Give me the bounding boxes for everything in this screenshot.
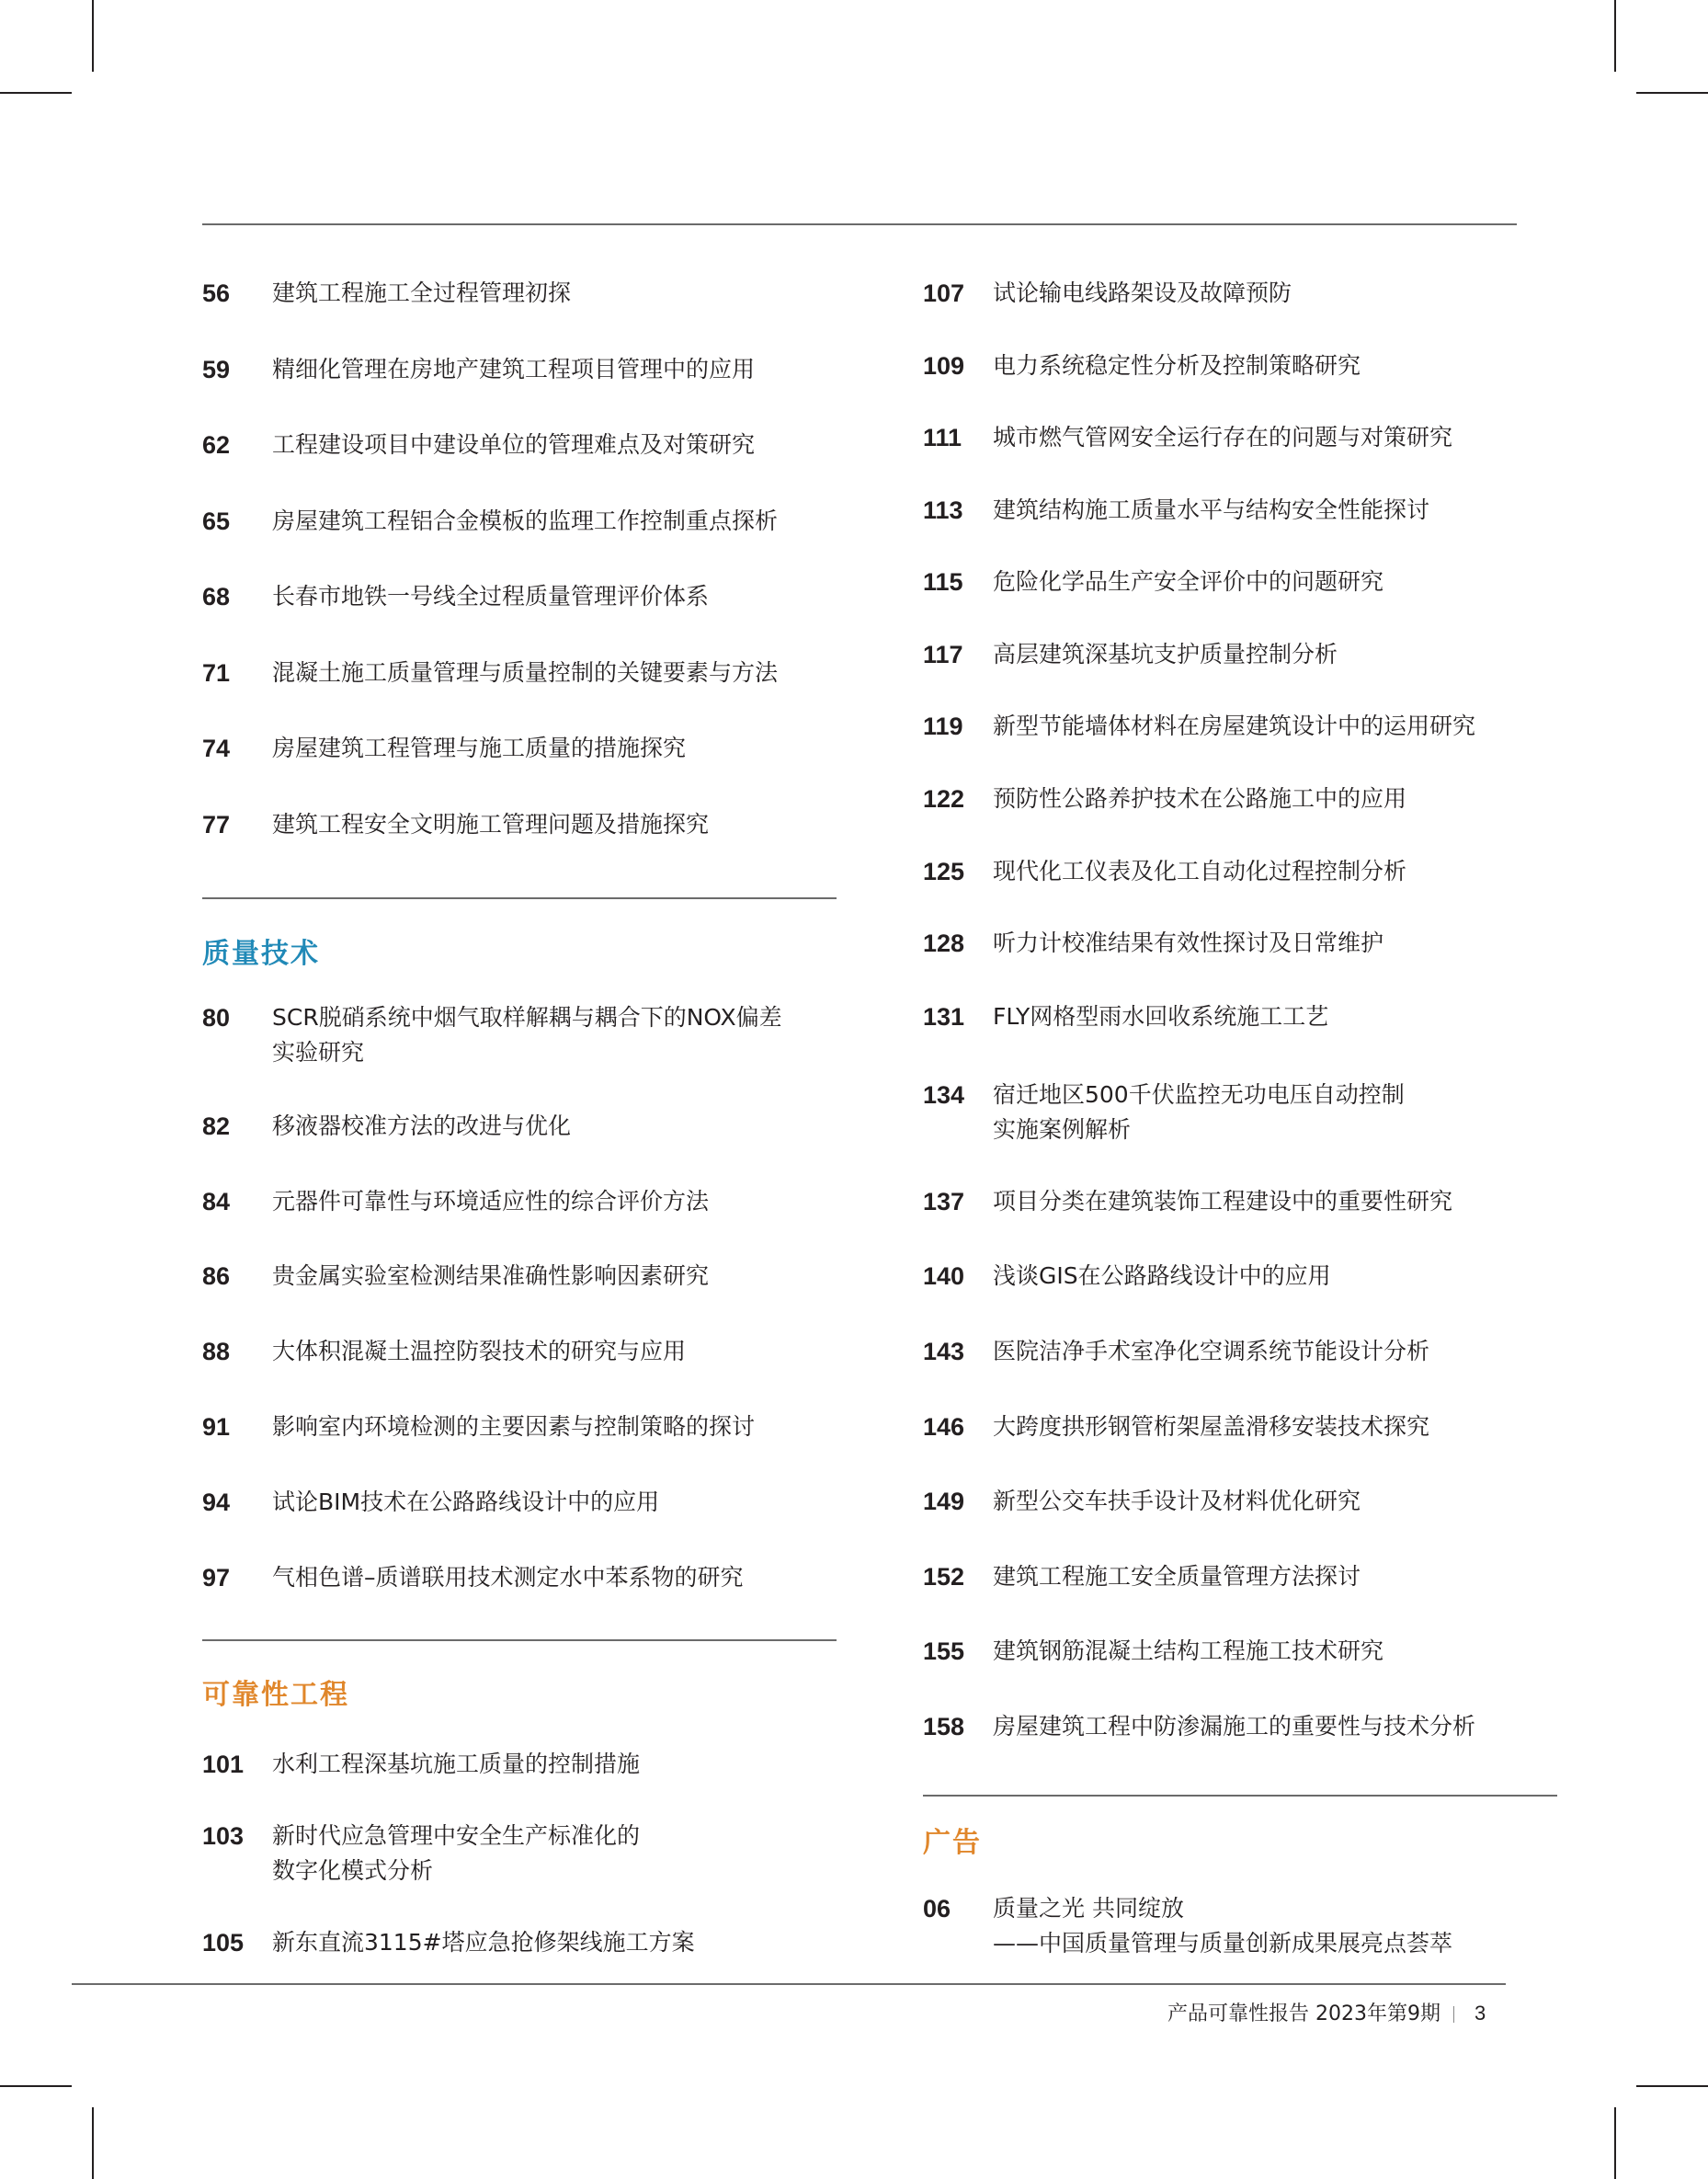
toc-page-number: 74 (202, 735, 231, 762)
toc-page-number: 77 (202, 811, 231, 839)
toc-entry[interactable] (202, 1109, 571, 1144)
toc-title: 长春市地铁一号线全过程质量管理评价体系 (272, 583, 710, 610)
toc-right-column (923, 0, 1566, 1986)
toc-entry[interactable] (202, 1409, 755, 1444)
toc-entry[interactable] (923, 1334, 1429, 1369)
toc-title: 危险化学品生产安全评价中的问题研究 (993, 568, 1384, 595)
toc-page-number: 134 (923, 1081, 965, 1109)
toc-title: SCR脱硝系统中烟气取样解耦与耦合下的NOX偏差 实验研究 (272, 1004, 782, 1066)
toc-entry[interactable] (923, 1184, 1452, 1219)
toc-page-number: 155 (923, 1637, 965, 1665)
toc-entry[interactable] (202, 1560, 744, 1595)
toc-title: 医院洁净手术室净化空调系统节能设计分析 (993, 1338, 1430, 1364)
toc-entry[interactable] (923, 1484, 1361, 1519)
toc-entry[interactable] (202, 731, 686, 766)
toc-title: 建筑结构施工质量水平与结构安全性能探讨 (993, 496, 1430, 523)
toc-page-number: 128 (923, 930, 965, 957)
toc-page-number: 91 (202, 1413, 231, 1441)
toc-entry[interactable] (202, 352, 755, 387)
toc-page-number: 06 (923, 1895, 951, 1922)
crop-mark (92, 0, 94, 72)
toc-title: 建筑工程安全文明施工管理问题及措施探究 (272, 811, 710, 838)
toc-page-number: 125 (923, 858, 965, 885)
toc-entry[interactable] (202, 276, 571, 311)
toc-page-number: 94 (202, 1489, 231, 1516)
toc-entry[interactable] (202, 579, 709, 614)
crop-mark (0, 2085, 72, 2087)
crop-mark (1614, 0, 1616, 72)
crop-mark (1636, 2085, 1708, 2087)
toc-page-number: 158 (923, 1713, 965, 1740)
toc-entry[interactable] (923, 999, 1328, 1034)
toc-entry[interactable] (923, 1259, 1331, 1294)
toc-page-number: 103 (202, 1822, 245, 1850)
toc-page-number: 62 (202, 431, 231, 459)
toc-page-number: 111 (923, 424, 962, 451)
toc-entry[interactable] (923, 1409, 1429, 1444)
toc-title: 城市燃气管网安全运行存在的问题与对策研究 (993, 424, 1453, 451)
toc-entry[interactable] (202, 504, 778, 539)
toc-page-number: 107 (923, 280, 965, 307)
toc-entry[interactable] (923, 420, 1452, 455)
toc-title: 浅谈GIS在公路路线设计中的应用 (993, 1262, 1331, 1289)
toc-title: 新东直流3115#塔应急抢修架线施工方案 (272, 1929, 695, 1956)
toc-entry[interactable] (202, 1184, 709, 1219)
toc-page-number: 149 (923, 1488, 965, 1515)
toc-page-number: 122 (923, 785, 965, 813)
toc-entry[interactable] (923, 1891, 1452, 1961)
toc-page-number: 82 (202, 1112, 231, 1140)
toc-page-number: 97 (202, 1564, 231, 1591)
crop-mark (0, 92, 72, 94)
toc-page-number: 59 (202, 356, 231, 383)
toc-title: 大体积混凝土温控防裂技术的研究与应用 (272, 1338, 687, 1364)
toc-entry[interactable] (923, 1559, 1361, 1594)
toc-entry[interactable] (923, 637, 1338, 672)
toc-entry[interactable] (202, 1925, 695, 1960)
toc-entry[interactable] (202, 1485, 659, 1520)
toc-title: 质量之光 共同绽放 ——中国质量管理与质量创新成果展亮点荟萃 (993, 1895, 1453, 1957)
footer-separator (1453, 2006, 1454, 2023)
toc-title: 建筑工程施工全过程管理初探 (272, 280, 572, 306)
toc-title: 预防性公路养护技术在公路施工中的应用 (993, 785, 1407, 812)
publication-name: 产品可靠性报告 2023年第9期 (1167, 2002, 1440, 2025)
toc-page-number: 117 (923, 641, 963, 668)
toc-entry[interactable] (202, 1259, 709, 1294)
toc-title: 新型公交车扶手设计及材料优化研究 (993, 1488, 1361, 1514)
crop-mark (1614, 2107, 1616, 2179)
toc-page-number: 109 (923, 352, 965, 380)
section-heading-reliability: 可靠性工程 (202, 1679, 349, 1711)
page-number: 3 (1474, 2002, 1486, 2025)
toc-entry[interactable] (202, 807, 709, 842)
toc-entry[interactable] (202, 1819, 640, 1888)
toc-entry[interactable] (923, 1078, 1405, 1147)
toc-title: 工程建设项目中建设单位的管理难点及对策研究 (272, 431, 756, 458)
toc-entry[interactable] (202, 1747, 640, 1782)
toc-page-number: 56 (202, 280, 231, 307)
toc-entry[interactable] (923, 276, 1292, 311)
toc-page-number: 101 (202, 1751, 245, 1778)
toc-page-number: 80 (202, 1004, 231, 1032)
toc-page-number: 113 (923, 496, 963, 524)
toc-title: 房屋建筑工程管理与施工质量的措施探究 (272, 735, 687, 761)
toc-title: 气相色谱–质谱联用技术测定水中苯系物的研究 (272, 1564, 744, 1591)
toc-entry[interactable] (202, 428, 755, 462)
toc-entry[interactable] (923, 565, 1383, 599)
toc-page-number: 146 (923, 1413, 965, 1441)
toc-title: 精细化管理在房地产建筑工程项目管理中的应用 (272, 356, 756, 382)
toc-title: FLY网格型雨水回收系统施工工艺 (993, 1003, 1329, 1030)
toc-page-number: 131 (923, 1003, 965, 1031)
toc-title: 移液器校准方法的改进与优化 (272, 1112, 572, 1139)
toc-entry[interactable] (923, 348, 1361, 383)
toc-title: 房屋建筑工程铝合金模板的监理工作控制重点探析 (272, 508, 779, 534)
toc-title: 水利工程深基坑施工质量的控制措施 (272, 1751, 641, 1777)
toc-page-number: 68 (202, 583, 231, 610)
toc-entry[interactable] (923, 1709, 1475, 1744)
toc-title: 宿迁地区500千伏监控无功电压自动控制 实施案例解析 (993, 1081, 1405, 1143)
toc-entry[interactable] (923, 709, 1475, 744)
toc-title: 新时代应急管理中安全生产标准化的 数字化模式分析 (272, 1822, 641, 1884)
toc-entry[interactable] (923, 926, 1383, 961)
toc-title: 影响室内环境检测的主要因素与控制策略的探讨 (272, 1413, 756, 1440)
toc-entry[interactable] (923, 493, 1429, 528)
toc-entry[interactable] (923, 1634, 1383, 1669)
toc-page-number: 71 (202, 659, 231, 687)
toc-title: 试论输电线路架设及故障预防 (993, 280, 1292, 306)
toc-title: 电力系统稳定性分析及控制策略研究 (993, 352, 1361, 379)
toc-page-number: 152 (923, 1563, 965, 1591)
crop-mark (92, 2107, 94, 2179)
toc-title: 试论BIM技术在公路路线设计中的应用 (272, 1489, 660, 1515)
toc-title: 建筑工程施工安全质量管理方法探讨 (993, 1563, 1361, 1590)
toc-entry[interactable] (202, 1000, 782, 1070)
toc-title: 现代化工仪表及化工自动化过程控制分析 (993, 858, 1407, 884)
toc-left-column (202, 0, 846, 1986)
toc-entry[interactable] (202, 1334, 686, 1369)
toc-page-number: 88 (202, 1338, 231, 1365)
crop-mark (1636, 92, 1708, 94)
toc-page-number: 84 (202, 1188, 231, 1215)
toc-page-number: 105 (202, 1929, 245, 1957)
toc-page-number: 115 (923, 568, 963, 596)
toc-title: 高层建筑深基坑支护质量控制分析 (993, 641, 1338, 667)
toc-page-number: 119 (923, 713, 963, 740)
toc-page-number: 86 (202, 1262, 231, 1290)
toc-title: 元器件可靠性与环境适应性的综合评价方法 (272, 1188, 710, 1215)
toc-page-number: 65 (202, 508, 231, 535)
toc-title: 建筑钢筋混凝土结构工程施工技术研究 (993, 1637, 1384, 1664)
toc-title: 听力计校准结果有效性探讨及日常维护 (993, 930, 1384, 956)
toc-title: 大跨度拱形钢管桁架屋盖滑移安装技术探究 (993, 1413, 1430, 1440)
section-heading-quality-tech: 质量技术 (202, 938, 320, 970)
toc-title: 贵金属实验室检测结果准确性影响因素研究 (272, 1262, 710, 1289)
page-footer (1167, 1999, 1508, 2029)
toc-title: 房屋建筑工程中防渗漏施工的重要性与技术分析 (993, 1713, 1476, 1740)
toc-page-number: 140 (923, 1262, 965, 1290)
toc-entry[interactable] (923, 781, 1406, 816)
toc-entry[interactable] (202, 656, 778, 690)
section-heading-ads: 广告 (923, 1827, 982, 1859)
toc-page-number: 143 (923, 1338, 965, 1365)
toc-title: 新型节能墙体材料在房屋建筑设计中的运用研究 (993, 713, 1476, 739)
toc-entry[interactable] (923, 854, 1406, 889)
toc-page-number: 137 (923, 1188, 965, 1215)
toc-title: 混凝土施工质量管理与质量控制的关键要素与方法 (272, 659, 779, 686)
toc-title: 项目分类在建筑装饰工程建设中的重要性研究 (993, 1188, 1453, 1215)
